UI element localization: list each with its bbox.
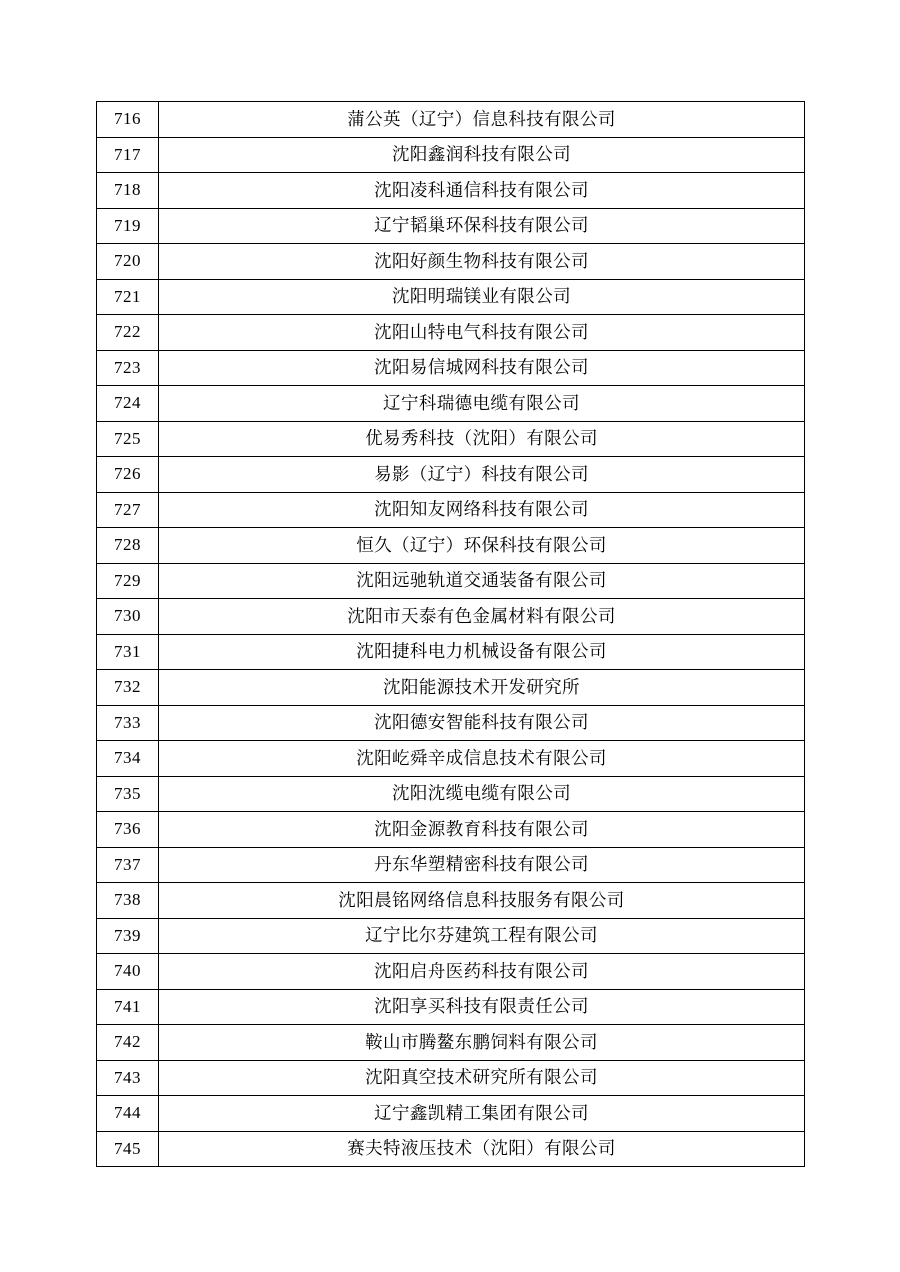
- row-number: 742: [97, 1025, 159, 1061]
- row-number: 719: [97, 208, 159, 244]
- row-number: 720: [97, 244, 159, 280]
- table-row: [97, 1131, 805, 1167]
- table-row: [97, 705, 805, 741]
- company-name: 辽宁韬巢环保科技有限公司: [159, 208, 805, 244]
- row-number: 738: [97, 883, 159, 919]
- company-name: 沈阳市天泰有色金属材料有限公司: [159, 599, 805, 635]
- company-name: 沈阳远驰轨道交通装备有限公司: [159, 563, 805, 599]
- row-number: 741: [97, 989, 159, 1025]
- company-name: 恒久（辽宁）环保科技有限公司: [159, 528, 805, 564]
- table-row: [97, 1060, 805, 1096]
- table-row: [97, 386, 805, 422]
- row-number: 717: [97, 137, 159, 173]
- table-body: [97, 102, 805, 1167]
- row-number: 735: [97, 776, 159, 812]
- company-name: 辽宁比尔芬建筑工程有限公司: [159, 918, 805, 954]
- table-row: [97, 918, 805, 954]
- table-row: [97, 528, 805, 564]
- row-number: 724: [97, 386, 159, 422]
- company-name: 丹东华塑精密科技有限公司: [159, 847, 805, 883]
- table-row: [97, 350, 805, 386]
- table-row: [97, 741, 805, 777]
- company-name: 沈阳凌科通信科技有限公司: [159, 173, 805, 209]
- company-name: 沈阳沈缆电缆有限公司: [159, 776, 805, 812]
- company-name: 沈阳山特电气科技有限公司: [159, 315, 805, 351]
- company-name: 沈阳屹舜辛成信息技术有限公司: [159, 741, 805, 777]
- table-row: [97, 244, 805, 280]
- table-row: [97, 989, 805, 1025]
- row-number: 731: [97, 634, 159, 670]
- row-number: 725: [97, 421, 159, 457]
- table-row: [97, 1096, 805, 1132]
- table-row: [97, 315, 805, 351]
- table-row: [97, 883, 805, 919]
- row-number: 744: [97, 1096, 159, 1132]
- company-list-table-container: [96, 101, 804, 1167]
- row-number: 722: [97, 315, 159, 351]
- row-number: 745: [97, 1131, 159, 1167]
- row-number: 733: [97, 705, 159, 741]
- row-number: 716: [97, 102, 159, 138]
- table-row: [97, 102, 805, 138]
- row-number: 726: [97, 457, 159, 493]
- company-name: 沈阳享买科技有限责任公司: [159, 989, 805, 1025]
- company-name: 沈阳金源教育科技有限公司: [159, 812, 805, 848]
- row-number: 739: [97, 918, 159, 954]
- row-number: 734: [97, 741, 159, 777]
- company-name: 沈阳启舟医药科技有限公司: [159, 954, 805, 990]
- table-row: [97, 421, 805, 457]
- row-number: 740: [97, 954, 159, 990]
- company-name: 辽宁鑫凯精工集团有限公司: [159, 1096, 805, 1132]
- company-name: 沈阳德安智能科技有限公司: [159, 705, 805, 741]
- table-row: [97, 563, 805, 599]
- table-row: [97, 599, 805, 635]
- row-number: 736: [97, 812, 159, 848]
- table-row: [97, 847, 805, 883]
- company-name: 鞍山市腾鳌东鹏饲料有限公司: [159, 1025, 805, 1061]
- table-row: [97, 634, 805, 670]
- company-name: 沈阳明瑞镁业有限公司: [159, 279, 805, 315]
- company-name: 沈阳知友网络科技有限公司: [159, 492, 805, 528]
- company-name: 优易秀科技（沈阳）有限公司: [159, 421, 805, 457]
- row-number: 718: [97, 173, 159, 209]
- row-number: 743: [97, 1060, 159, 1096]
- table-row: [97, 1025, 805, 1061]
- company-name: 赛夫特液压技术（沈阳）有限公司: [159, 1131, 805, 1167]
- table-row: [97, 137, 805, 173]
- row-number: 737: [97, 847, 159, 883]
- table-row: [97, 954, 805, 990]
- row-number: 728: [97, 528, 159, 564]
- company-name: 易影（辽宁）科技有限公司: [159, 457, 805, 493]
- row-number: 732: [97, 670, 159, 706]
- row-number: 729: [97, 563, 159, 599]
- row-number: 730: [97, 599, 159, 635]
- table-row: [97, 279, 805, 315]
- company-name: 沈阳易信城网科技有限公司: [159, 350, 805, 386]
- table-row: [97, 457, 805, 493]
- table-row: [97, 776, 805, 812]
- table-row: [97, 812, 805, 848]
- table-row: [97, 208, 805, 244]
- company-name: 沈阳捷科电力机械设备有限公司: [159, 634, 805, 670]
- company-name: 沈阳能源技术开发研究所: [159, 670, 805, 706]
- table-row: [97, 670, 805, 706]
- company-name: 辽宁科瑞德电缆有限公司: [159, 386, 805, 422]
- company-name: 沈阳晨铭网络信息科技服务有限公司: [159, 883, 805, 919]
- row-number: 723: [97, 350, 159, 386]
- company-name: 沈阳鑫润科技有限公司: [159, 137, 805, 173]
- company-name: 蒲公英（辽宁）信息科技有限公司: [159, 102, 805, 138]
- table-row: [97, 492, 805, 528]
- company-list-table: [96, 101, 805, 1167]
- row-number: 721: [97, 279, 159, 315]
- company-name: 沈阳真空技术研究所有限公司: [159, 1060, 805, 1096]
- row-number: 727: [97, 492, 159, 528]
- company-name: 沈阳好颜生物科技有限公司: [159, 244, 805, 280]
- table-row: [97, 173, 805, 209]
